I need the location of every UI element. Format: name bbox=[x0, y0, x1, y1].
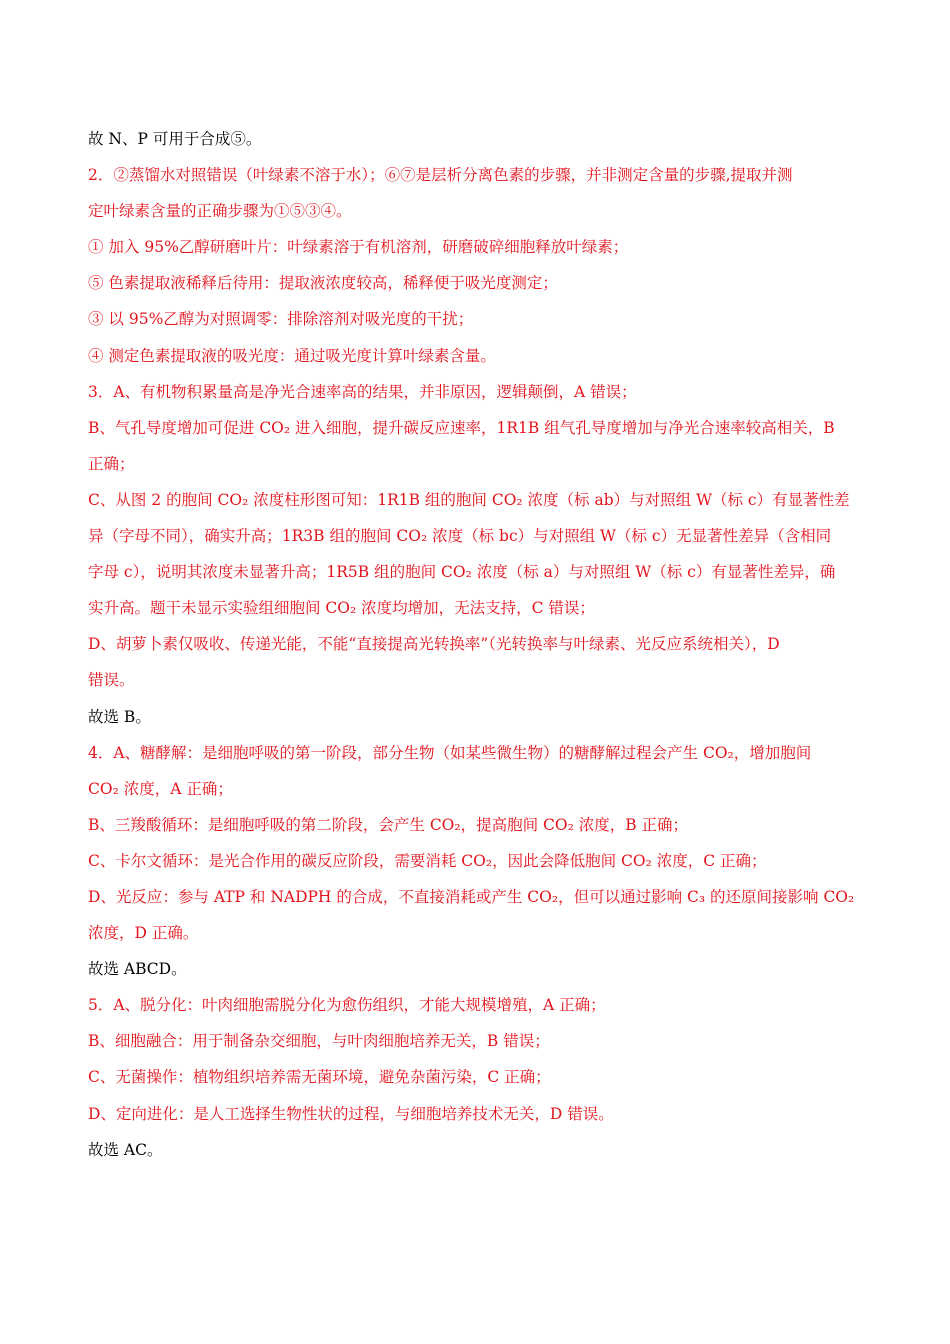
text-line: 故 N、P 可用于合成⑤。 bbox=[88, 130, 262, 148]
text-line: D、胡萝卜素仅吸收、传递光能，不能“直接提高光转换率”（光转换率与叶绿素、光反应系统相关），D bbox=[88, 635, 780, 654]
text-line: 故选 AC。 bbox=[88, 1140, 163, 1159]
text-line: 字母 c），说明其浓度未显著升高；1R5B 组的胞间 CO₂ 浓度（标 a）与对照组 W（标 c）有显著性差异，确 bbox=[88, 563, 836, 582]
text-line: 4．A、糖酵解：是细胞呼吸的第一阶段，部分生物（如某些微生物）的糖酵解过程会产生 CO₂，增加胞间 bbox=[88, 743, 812, 762]
text-line: B、三羧酸循环：是细胞呼吸的第二阶段，会产生 CO₂，提高胞间 CO₂ 浓度，B 正确； bbox=[88, 815, 689, 834]
text-line: D、定向进化：是人工选择生物性状的过程，与细胞培养技术无关，D 错误。 bbox=[88, 1104, 614, 1123]
text-line: 浓度，D 正确。 bbox=[88, 924, 199, 943]
text-line: D、光反应：参与 ATP 和 NADPH 的合成，不直接消耗或产生 CO₂，但可以通过影响 C₃ 的还原间接影响 CO₂ bbox=[88, 887, 855, 906]
text-line: 2．②蒸馏水对照错误（叶绿素不溶于水）；⑥⑦是层析分离色素的步骤，并非测定含量的步骤,提取并测 bbox=[88, 166, 793, 185]
text-line: CO₂ 浓度，A 正确； bbox=[88, 779, 233, 798]
text-line: C、无菌操作：植物组织培养需无菌环境，避免杂菌污染，C 正确； bbox=[88, 1068, 551, 1087]
text-line: 异（字母不同），确实升高；1R3B 组的胞间 CO₂ 浓度（标 bc）与对照组 W（标 c）无显著性差异（含相同 bbox=[88, 527, 832, 546]
text-line: C、卡尔文循环：是光合作用的碳反应阶段，需要消耗 CO₂，因此会降低胞间 CO₂ 浓度，C 正确； bbox=[88, 851, 767, 870]
text-line: 错误。 bbox=[88, 671, 135, 690]
text-line: ① 加入 95%乙醇研磨叶片：叶绿素溶于有机溶剂，研磨破碎细胞释放叶绿素； bbox=[88, 238, 629, 257]
text-line: 实升高。题干未显示实验组细胞间 CO₂ 浓度均增加，无法支持，C 错误； bbox=[88, 599, 595, 618]
text-line: B、细胞融合：用于制备杂交细胞，与叶肉细胞培养无关，B 错误； bbox=[88, 1032, 550, 1051]
document-page bbox=[88, 121, 868, 1168]
text-line: 正确； bbox=[88, 454, 135, 473]
text-line: C、从图 2 的胞间 CO₂ 浓度柱形图可知：1R1B 组的胞间 CO₂ 浓度（标 ab）与对照组 W（标 c）有显著性差 bbox=[88, 490, 850, 509]
text-line: ⑤ 色素提取液稀释后待用：提取液浓度较高，稀释便于吸光度测定； bbox=[88, 274, 558, 293]
text-line: B、气孔导度增加可促进 CO₂ 进入细胞，提升碳反应速率，1R1B 组气孔导度增加与净光合速率较高相关，B bbox=[88, 418, 835, 437]
text-line: 故选 B。 bbox=[88, 707, 151, 726]
text-line: 定叶绿素含量的正确步骤为①⑤③④。 bbox=[88, 202, 352, 221]
text-line: ③ 以 95%乙醇为对照调零：排除溶剂对吸光度的干扰； bbox=[88, 310, 474, 329]
text-line: ④ 测定色素提取液的吸光度：通过吸光度计算叶绿素含量。 bbox=[88, 346, 496, 365]
text-line: 3．A、有机物积累量高是净光合速率高的结果，并非原因，逻辑颠倒，A 错误； bbox=[88, 382, 637, 401]
text-line: 故选 ABCD。 bbox=[88, 960, 187, 979]
text-line: 5．A、脱分化：叶肉细胞需脱分化为愈伤组织，才能大规模增殖，A 正确； bbox=[88, 996, 606, 1015]
